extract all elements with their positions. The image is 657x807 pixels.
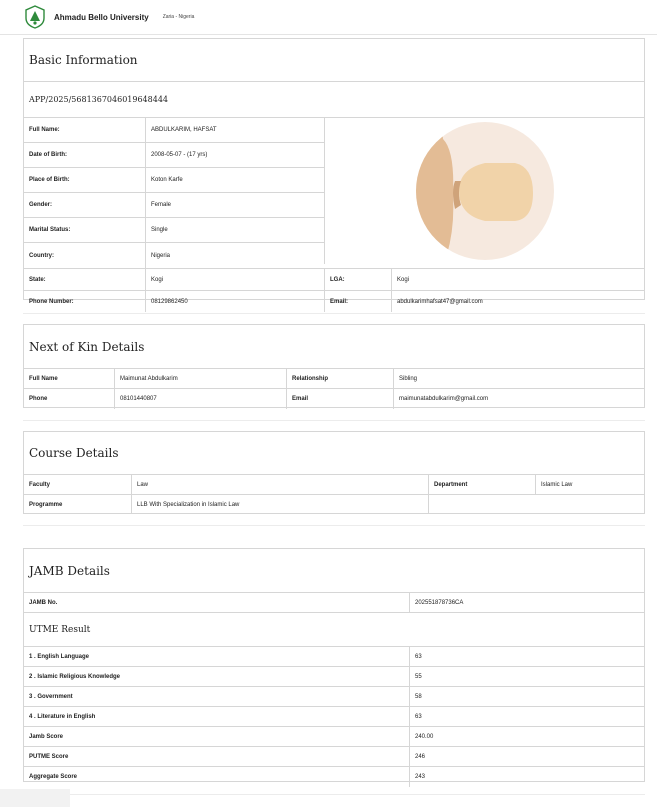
row-state-lga [24, 268, 644, 290]
jamb-score-row [24, 726, 644, 746]
gender-value: Female [145, 193, 324, 217]
department-label: Department [428, 475, 535, 494]
jamb-score-label: Jamb Score [29, 733, 64, 740]
university-logo-icon [24, 5, 46, 29]
university-location: Zaria - Nigeria [162, 14, 195, 20]
jamb-score-value: 240.00 [409, 727, 644, 746]
row-country [24, 242, 324, 268]
programme-label: Programme [29, 501, 63, 508]
kin-email-label: Email [286, 389, 393, 409]
kin-name-label: Full Name [29, 375, 58, 382]
pob-value: Koton Karfe [145, 168, 324, 192]
putme-score-label: PUTME Score [29, 753, 69, 760]
section-divider [23, 525, 645, 526]
aggregate-score-value: 243 [409, 767, 644, 787]
utme-result-title: UTME Result [24, 612, 644, 646]
subject-score: 63 [409, 647, 644, 666]
full-name-value: ABDULKARIM, HAFSAT [145, 118, 324, 142]
pob-label: Place of Birth: [29, 177, 70, 183]
row-gender [24, 192, 324, 217]
photo-cell [324, 118, 644, 264]
course-details-title: Course Details [29, 446, 119, 460]
kin-relationship-label: Relationship [286, 369, 393, 388]
subject-label: 4 . Literature in English [29, 713, 96, 720]
subject-row [24, 706, 644, 726]
aggregate-score-label: Aggregate Score [29, 774, 78, 780]
kin-email-value: maimunatabdulkarim@gmail.com [393, 389, 644, 409]
marital-label: Marital Status: [29, 227, 71, 233]
email-label: Email: [324, 291, 391, 312]
row-full-name [24, 118, 324, 142]
state-label: State: [29, 276, 46, 283]
empty-cell [428, 495, 644, 514]
jamb-no-value: 202551878736CA [409, 593, 644, 612]
kin-phone-value: 08101440807 [114, 389, 286, 409]
row-phone-email [24, 290, 644, 312]
putme-score-row [24, 746, 644, 766]
kin-row-1 [24, 368, 644, 388]
next-of-kin-card [23, 324, 645, 408]
jamb-no-label: JAMB No. [29, 599, 58, 606]
faculty-label: Faculty [29, 481, 51, 488]
basic-information-title: Basic Information [29, 53, 138, 67]
phone-label: Phone Number: [29, 298, 74, 305]
row-marital-status [24, 217, 324, 242]
kin-phone-label: Phone [29, 396, 48, 402]
jamb-details-title: JAMB Details [29, 563, 110, 578]
application-id: APP/2025/5681367046019648444 [24, 81, 644, 117]
section-divider [23, 420, 645, 421]
phone-value: 08129862450 [145, 291, 324, 312]
faculty-value: Law [131, 475, 428, 494]
putme-score-value: 246 [409, 747, 644, 766]
subject-score: 63 [409, 707, 644, 726]
email-value: abdulkarimhafsat47@gmail.com [391, 291, 644, 312]
country-label: Country: [29, 252, 54, 259]
country-value: Nigeria [145, 243, 324, 268]
full-name-label: Full Name: [29, 127, 60, 133]
aggregate-score-row [24, 766, 644, 787]
next-of-kin-title: Next of Kin Details [29, 339, 145, 354]
dob-label: Date of Birth: [29, 152, 67, 158]
subject-score: 55 [409, 667, 644, 686]
subject-score: 58 [409, 687, 644, 706]
dob-value: 2008-05-07 - (17 yrs) [145, 143, 324, 167]
marital-value: Single [145, 218, 324, 242]
state-value: Kogi [145, 269, 324, 290]
jamb-details-card [23, 548, 645, 782]
university-name: Ahmadu Bello University [54, 12, 149, 22]
course-row-1 [24, 474, 644, 494]
subject-label: 2 . Islamic Religious Knowledge [29, 673, 121, 680]
department-value: Islamic Law [535, 475, 644, 494]
course-details-card [23, 431, 645, 514]
row-place-of-birth [24, 167, 324, 192]
basic-information-card [23, 38, 645, 305]
section-divider [23, 313, 645, 314]
lga-value: Kogi [391, 269, 644, 290]
subject-row [24, 686, 644, 706]
page-header [0, 0, 657, 35]
kin-relationship-value: Sibling [393, 369, 644, 388]
subject-label: 1 . English Language [29, 653, 90, 660]
row-dob [24, 142, 324, 167]
subject-label: 3 . Government [29, 693, 73, 700]
course-row-2 [24, 494, 644, 514]
jamb-no-row [24, 592, 644, 612]
subject-row [24, 646, 644, 666]
bottom-scroll-indicator [0, 789, 70, 807]
gender-label: Gender: [29, 202, 53, 208]
subject-row [24, 666, 644, 686]
section-divider [23, 794, 645, 795]
programme-value: LLB With Specialization in Islamic Law [131, 495, 428, 514]
kin-row-2 [24, 388, 644, 409]
lga-label: LGA: [324, 269, 391, 290]
avatar-photo [415, 121, 555, 261]
kin-name-value: Maimunat Abdulkarim [114, 369, 286, 388]
